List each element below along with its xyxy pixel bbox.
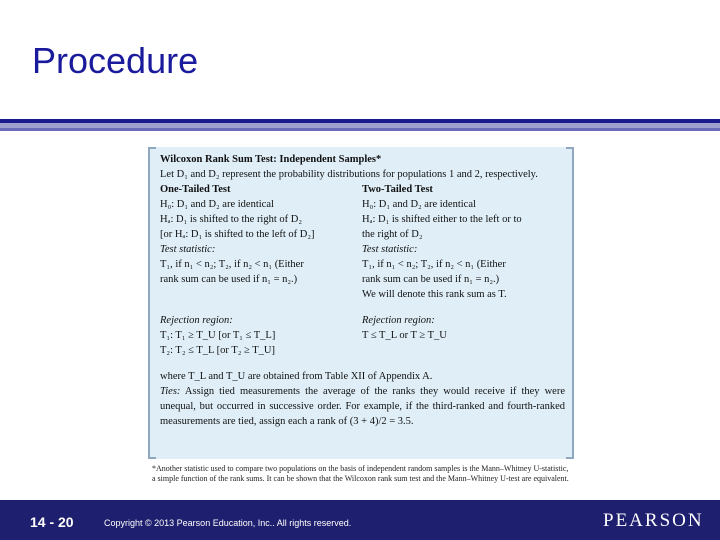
test-columns (160, 182, 565, 358)
one-tailed-ha1: Hₐ: D₁ is shifted to the right of D₂ (160, 214, 303, 225)
two-tailed-column (362, 182, 565, 358)
two-tailed-rej-label: Rejection region: (362, 315, 435, 326)
two-tailed-h0: H₀: D₁ and D₂ are identical (362, 199, 476, 210)
one-tailed-column (160, 182, 362, 358)
ties-paragraph (160, 384, 565, 429)
one-tailed-stat1: T₁, if n₁ < n₂; T₂, if n₂ < n₁ (Either (160, 259, 304, 270)
box-intro: Let D₁ and D₂ represent the probability distributions for populations 1 and 2, respectively. (160, 169, 538, 180)
two-tailed-ha2: the right of D₂ (362, 229, 423, 240)
two-tailed-header: Two-Tailed Test (362, 184, 433, 195)
one-tailed-stat2: rank sum can be used if n₁ = n₂.) (160, 274, 298, 285)
box-heading: Wilcoxon Rank Sum Test: Independent Samples* (160, 154, 382, 165)
two-tailed-stat3: We will denote this rank sum as T. (362, 289, 507, 300)
header-band-mid (0, 128, 720, 131)
ties-label: Ties: (160, 386, 181, 397)
ties-text: Assign tied measurements the average of the ranks they would receive if they were unequal, but occurred in successive order. For example, if the third-ranked and fourth-ranked measurements are tied, assign each a rank of (3 + 4)/2 = 3.5. (160, 386, 565, 427)
one-tailed-header: One-Tailed Test (160, 184, 231, 195)
copyright-text: Copyright © 2013 Pearson Education, Inc.. All rights reserved. (104, 518, 352, 528)
two-tailed-stat-label: Test statistic: (362, 244, 418, 255)
one-tailed-rej2: T₂: T₂ ≤ T_L [or T₂ ≥ T_U] (160, 345, 275, 356)
two-tailed-stat2: rank sum can be used if n₁ = n₂.) (362, 274, 500, 285)
box-left-bracket (148, 147, 156, 459)
one-tailed-h0: H₀: D₁ and D₂ are identical (160, 199, 274, 210)
where-note: where T_L and T_U are obtained from Table XII of Appendix A. (160, 371, 433, 382)
one-tailed-rej-label: Rejection region: (160, 315, 233, 326)
one-tailed-rej1: T₁: T₁ ≥ T_U [or T₁ ≤ T_L] (160, 330, 276, 341)
one-tailed-stat-label: Test statistic: (160, 244, 216, 255)
footnote: *Another statistic used to compare two populations on the basis of independent random samples is the Mann–Whitney U-statistic, a simple function of the rank sums. It can be shown that the Wilcoxon rank sum test and the Mann–Whitney U-test are equivalent. (152, 464, 569, 483)
procedure-content (160, 152, 565, 429)
slide-title: Procedure (32, 40, 199, 81)
page-number: 14 - 20 (30, 514, 74, 530)
two-tailed-rej1: T ≤ T_L or T ≥ T_U (362, 330, 447, 341)
two-tailed-ha1: Hₐ: D₁ is shifted either to the left or to (362, 214, 522, 225)
two-tailed-stat1: T₁, if n₁ < n₂; T₂, if n₂ < n₁ (Either (362, 259, 506, 270)
box-right-bracket (566, 147, 574, 459)
one-tailed-ha2: [or Hₐ: D₁ is shifted to the left of D₂] (160, 229, 315, 240)
pearson-logo: PEARSON (603, 510, 704, 531)
